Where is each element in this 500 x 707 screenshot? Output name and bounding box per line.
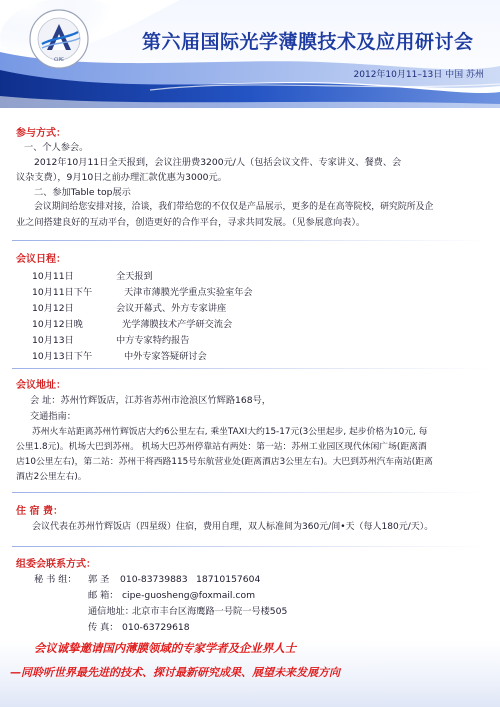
schedule-event: 会议开幕式、外方专家讲座	[116, 303, 227, 314]
schedule-date: 10月11日	[32, 271, 74, 282]
schedule-date: 10月11日下午	[32, 287, 93, 298]
transport-guide-text: 苏州火车站距离苏州竹辉饭店大约6公里左右, 乘坐TAXI大约15-17元(3公里起步, 起步价格为10元, 每	[32, 427, 428, 437]
section-heading-participation: 参与方式：	[16, 128, 66, 139]
participation-text: 2012年10月11日全天报到，会议注册费3200元/人（包括会议文件、专家讲义、餐费、会	[34, 157, 402, 168]
schedule-event: 天津市薄膜光学重点实验室年会	[124, 287, 253, 298]
contact-label-fax: 传 真：	[88, 622, 119, 633]
participation-text: 议杂支费），9月10日之前办理汇款优惠为3000元。	[16, 172, 227, 183]
transport-guide-text: 店10公里左右)，第二站：苏州干将西路115号东航营业处(距离酒店3公里左右)。大巴到苏州汽车南站(距离	[16, 457, 433, 467]
schedule-date: 10月12日晚	[32, 319, 83, 330]
contact-name: 郭 圣	[88, 574, 110, 585]
participation-item-tabletop: 二、参加Table top展示	[34, 187, 131, 198]
section-heading-venue: 会议地址：	[16, 380, 66, 391]
contact-mobile: 18710157604	[196, 574, 261, 585]
contact-address: 北京市丰台区海鹰路一号院一号楼505	[132, 606, 288, 617]
optics-logo-icon	[28, 8, 90, 70]
contact-email-link[interactable]: cipe-guosheng@foxmail.com	[122, 590, 256, 601]
participation-text: 业之间搭建良好的互动平台，创造更好的合作平台，寻求共同发展。（见参展意向表）。	[16, 217, 366, 228]
schedule-event: 中方专家特约报告	[116, 335, 190, 346]
participation-item-individual: 一、个人参会。	[24, 142, 89, 153]
schedule-event: 全天报到	[116, 271, 153, 282]
section-divider	[12, 240, 488, 241]
transport-guide-text: 酒店2公里左右)。	[16, 472, 87, 482]
contact-label-secretary: 秘 书 组：	[34, 574, 77, 585]
footer-slogan-tagline: —同聆听世界最先进的技术、探讨最新研究成果、展望未来发展方向	[10, 666, 340, 679]
section-divider	[12, 546, 488, 547]
section-divider	[12, 368, 488, 369]
svg-text:CIPE: CIPE	[53, 58, 65, 63]
section-heading-lodging: 住 宿 费：	[16, 506, 63, 517]
contact-label-email: 邮 箱：	[88, 590, 119, 601]
participation-text: 会议期间给您安排对接，洽谈，我们带给您的不仅仅是产品展示，更多的是在高等院校，研究院所及企	[34, 202, 434, 212]
contact-phone: 010-83739883	[120, 574, 188, 585]
contact-label-address: 通信地址：	[88, 606, 134, 617]
header-banner	[0, 0, 500, 108]
event-dateline: 2012年10月11–13日 中国 苏州	[353, 70, 484, 80]
section-divider	[12, 492, 488, 493]
schedule-date: 10月13日	[32, 335, 74, 346]
schedule-date: 10月12日	[32, 303, 74, 314]
schedule-event: 中外专家答疑研讨会	[124, 351, 207, 362]
section-heading-schedule: 会议日程：	[16, 254, 66, 265]
lodging-text: 会议代表在苏州竹辉饭店（四星级）住宿，费用自理，双人标准间为360元/间•天（每人180元/天）。	[32, 522, 434, 532]
contact-fax: 010-63729618	[122, 622, 190, 633]
footer-slogan-invitation: 会议诚挚邀请国内薄膜领域的专家学者及企业界人士	[34, 641, 296, 655]
page-title: 第六届国际光学薄膜技术及应用研讨会	[142, 31, 474, 53]
venue-address: 会 址：苏州竹辉饭店，江苏省苏州市沧浪区竹辉路168号，	[30, 395, 271, 406]
schedule-event: 光学薄膜技术产学研交流会	[122, 319, 233, 330]
transport-guide-title: 交通指南：	[30, 411, 76, 422]
transport-guide-text: 公里1.8元)。机场大巴到苏州。 机场大巴苏州停靠站有两处：第一站：苏州工业园区现代休闲广场(距离酒	[16, 442, 427, 452]
schedule-date: 10月13日下午	[32, 351, 93, 362]
section-heading-contact: 组委会联系方式：	[16, 559, 96, 570]
